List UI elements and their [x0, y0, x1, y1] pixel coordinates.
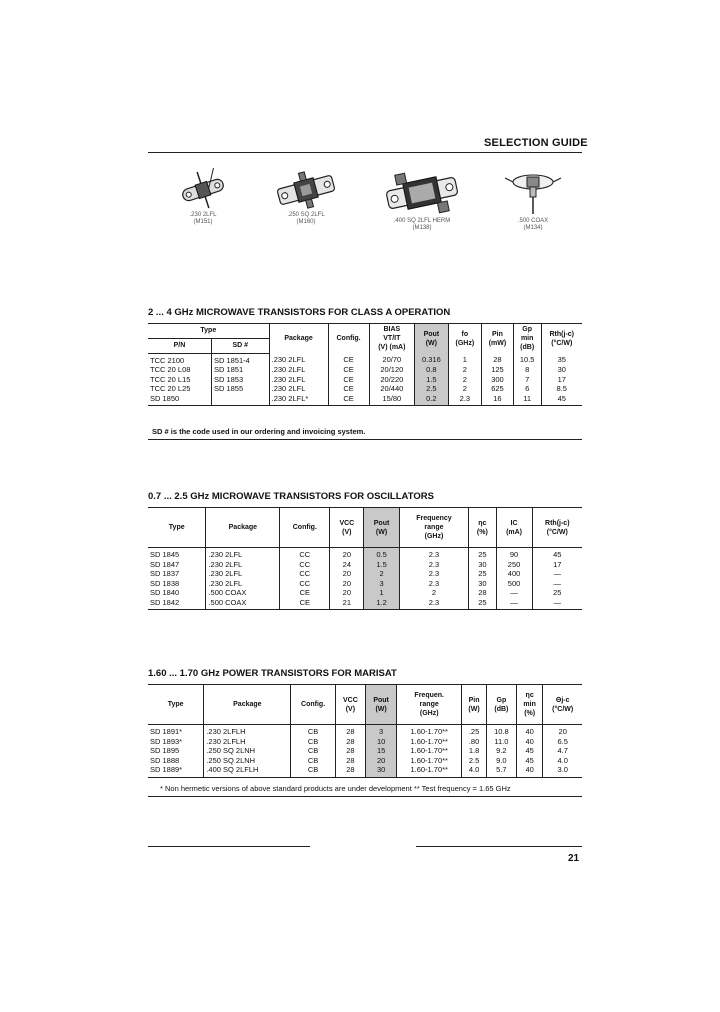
package-figure-4	[488, 168, 578, 232]
table-cell: 9.0	[486, 756, 516, 766]
table-cell: 10	[365, 737, 396, 747]
table-cell: 2.3	[399, 598, 468, 610]
table-cell: 625	[482, 384, 514, 394]
table-cell: .230 2LFL	[269, 365, 328, 375]
frequency-range: range	[424, 524, 444, 531]
col-header-pin	[462, 685, 487, 725]
table-cell: SD 1837	[150, 569, 180, 578]
table-cell: 6	[513, 384, 541, 394]
efficiency-unit: (%)	[524, 710, 536, 717]
table-cell: 25	[469, 569, 496, 579]
table-cell: 25	[469, 548, 496, 560]
col-header-frequency	[397, 685, 462, 725]
table-cell: .230 2LFL	[206, 560, 280, 570]
frequency-label: Frequency	[416, 515, 452, 522]
section-title-oscillators: 0.7 ... 2.5 GHz MICROWAVE TRANSISTORS FOR OSCILLATORS	[148, 491, 434, 502]
table-cell: 0.5	[364, 548, 399, 560]
table-row	[148, 365, 582, 375]
package-code: (M151)	[193, 219, 213, 225]
col-header-thermal	[543, 685, 582, 725]
table-cell: SD 1893*	[150, 736, 183, 746]
efficiency-label: ηc	[525, 692, 534, 699]
package-figure-1	[158, 168, 248, 226]
vcc-label: VCC	[342, 696, 358, 704]
table-row	[148, 588, 582, 598]
bias-label: BIAS	[383, 326, 401, 333]
frequency-range: range	[419, 701, 439, 708]
table-cell: 17	[532, 560, 582, 570]
page-number: 21	[568, 853, 580, 864]
bias-unit: (V) (mA)	[378, 344, 406, 351]
pin-label: Pin	[492, 330, 503, 338]
table-cell: 17	[541, 375, 582, 385]
table-cell: 45	[541, 394, 582, 406]
col-header-efficiency	[516, 685, 543, 725]
table-cell: SD 1847	[150, 559, 180, 569]
table-cell: 1.60-1.70**	[397, 737, 462, 747]
table-cell: SD 1838	[150, 578, 180, 588]
package-name: .230 2LFL	[189, 212, 217, 218]
package-figure-3	[377, 168, 467, 232]
table-row	[148, 569, 582, 579]
flange-package-icon	[168, 168, 238, 212]
table-cell: CB	[291, 746, 335, 756]
table-cell: 28	[335, 756, 365, 766]
table-cell: 40	[516, 725, 543, 737]
gp-label: Gp	[496, 696, 507, 704]
vcc-label: VCC	[339, 519, 355, 527]
rth-label: Rth(j-c)	[549, 330, 574, 338]
table-cell: CC	[280, 548, 330, 560]
table-cell: 15	[365, 746, 396, 756]
table-cell: .230 2LFL*	[269, 394, 328, 406]
table-cell: CB	[291, 737, 335, 747]
table-cell: 250	[496, 560, 532, 570]
page-header-title: SELECTION GUIDE	[484, 137, 588, 149]
col-header-ic	[496, 508, 532, 548]
ic-unit: (mA)	[506, 528, 523, 536]
table-row	[148, 353, 582, 365]
table-cell: —	[496, 588, 532, 598]
table-cell: 1	[448, 353, 481, 365]
table-cell: 45	[532, 548, 582, 560]
package-code: (M134)	[523, 225, 543, 231]
rth-unit: (°C/W)	[546, 528, 568, 536]
table-cell: .230 2LFL	[269, 353, 328, 365]
table-cell: .230 2LFL	[206, 569, 280, 579]
table-cell: 2	[399, 588, 468, 598]
table-cell: SD 1855	[211, 384, 269, 394]
col-header-pout	[364, 508, 399, 548]
table-cell: 20	[330, 548, 364, 560]
ic-label: IC	[510, 519, 518, 527]
table-cell: 3	[365, 725, 396, 737]
table-cell: SD 1889*	[148, 765, 204, 777]
vcc-unit: (V)	[342, 528, 352, 536]
table-row	[148, 598, 582, 610]
table-cell: 30	[469, 579, 496, 589]
col-header-package: Package	[269, 324, 328, 354]
gp-label: Gp	[522, 326, 533, 333]
table-cell: .25	[462, 725, 487, 737]
table-cell: 25	[469, 598, 496, 610]
col-header-type: Type	[148, 685, 204, 725]
hermetic-footnote: * Non hermetic versions of above standard products are under development ** Test frequency = 1.65 GHz	[160, 784, 511, 793]
col-header-vcc	[330, 508, 364, 548]
marisat-transistor-table	[148, 684, 582, 778]
table-cell: 1.60-1.70**	[397, 725, 462, 737]
table-row	[148, 375, 582, 385]
col-header-rth	[541, 324, 582, 354]
table-cell: 20	[330, 569, 364, 579]
table-cell: 30	[541, 365, 582, 375]
table-cell: 11.0	[486, 737, 516, 747]
table-cell: 4.0	[543, 756, 582, 766]
table-cell: —	[532, 579, 582, 589]
table-cell: 28	[335, 765, 365, 777]
table-cell: 5.7	[486, 765, 516, 777]
table-cell: CE	[328, 353, 369, 365]
efficiency-label: ηc	[478, 519, 487, 527]
section-title-class-a: 2 ... 4 GHz MICROWAVE TRANSISTORS FOR CLASS A OPERATION	[148, 307, 451, 318]
fo-unit: (GHz)	[455, 339, 475, 347]
table-cell: .230 2LFL	[269, 384, 328, 394]
col-header-package: Package	[204, 685, 291, 725]
table-row	[148, 725, 582, 737]
table-row	[148, 746, 582, 756]
table-cell: 35	[541, 353, 582, 365]
package-figure-2	[261, 168, 351, 226]
table-cell: 28	[469, 588, 496, 598]
footer-rule-right	[416, 846, 582, 847]
table-cell: 40	[516, 737, 543, 747]
table-cell: SD 1853	[211, 375, 269, 385]
table-cell: CE	[328, 384, 369, 394]
efficiency-unit: (%)	[476, 528, 488, 536]
frequency-label: Frequen.	[414, 692, 444, 699]
gp-unit: (dB)	[520, 344, 535, 351]
table-cell: 2.3	[399, 569, 468, 579]
table-cell: 2.3	[448, 394, 481, 406]
pout-unit: (W)	[425, 339, 437, 347]
table-cell: 1.60-1.70**	[397, 756, 462, 766]
coax-package-icon	[503, 168, 563, 218]
col-header-pn: P/N	[148, 338, 211, 353]
table-row	[148, 737, 582, 747]
col-header-bias	[369, 324, 414, 354]
large-flange-package-icon	[381, 168, 463, 218]
table-cell: 9.2	[486, 746, 516, 756]
table-cell: SD 1891*	[150, 727, 183, 736]
table-cell: 4.7	[543, 746, 582, 756]
table-cell: .250 SQ 2LNH	[204, 756, 291, 766]
table-cell: TCC 20 L08	[150, 365, 191, 374]
table-cell: CB	[291, 756, 335, 766]
table-cell: 500	[496, 579, 532, 589]
table-cell: 90	[496, 548, 532, 560]
square-flange-package-icon	[270, 168, 342, 212]
table-cell: CC	[280, 560, 330, 570]
frequency-unit: (GHz)	[419, 710, 439, 717]
table-cell: 8.5	[541, 384, 582, 394]
frequency-unit: (GHz)	[424, 533, 444, 540]
table-cell: SD 1840	[150, 588, 180, 597]
table-cell: 20	[543, 725, 582, 737]
table-cell: .400 SQ 2LFLH	[204, 765, 291, 777]
table-cell: 2.5	[462, 756, 487, 766]
table-cell: 0.2	[415, 394, 449, 406]
fo-label: fo	[461, 330, 469, 338]
table-row	[148, 765, 582, 777]
col-header-gp	[486, 685, 516, 725]
table-cell: 1	[364, 588, 399, 598]
table-cell: 28	[335, 737, 365, 747]
table-cell: SD 1895	[150, 746, 180, 755]
package-code: (M160)	[296, 219, 316, 225]
table-cell: 25	[532, 588, 582, 598]
table-cell: 125	[482, 365, 514, 375]
col-header-vcc	[335, 685, 365, 725]
gp-unit: (dB)	[494, 705, 509, 713]
table-cell: 2	[448, 365, 481, 375]
table-cell: —	[496, 598, 532, 610]
table-cell: 1.60-1.70**	[397, 746, 462, 756]
table-cell: 28	[482, 353, 514, 365]
thermal-unit: (°C/W)	[552, 705, 574, 713]
table-cell: 20/440	[369, 384, 414, 394]
table-cell: 300	[482, 375, 514, 385]
table-cell: 1.2	[364, 598, 399, 610]
pout-unit: (W)	[375, 705, 387, 713]
table-cell: CE	[280, 598, 330, 610]
package-name: .500 COAX	[517, 218, 549, 224]
table-cell: SD 1851	[211, 365, 269, 375]
table-cell: 1.8	[462, 746, 487, 756]
col-header-type: Type	[148, 508, 206, 548]
col-header-config: Config.	[328, 324, 369, 354]
table-cell: CE	[328, 375, 369, 385]
table-row	[148, 560, 582, 570]
class-a-transistor-table	[148, 323, 582, 406]
table-cell: 20/70	[369, 353, 414, 365]
table-cell: CC	[280, 569, 330, 579]
table-cell: —	[532, 569, 582, 579]
table-cell: TCC 2100	[150, 355, 185, 365]
table-cell: 1.60-1.70**	[397, 765, 462, 777]
table1-bottom-rule	[148, 439, 582, 440]
table-cell: .230 2LFL	[269, 375, 328, 385]
table-row	[148, 394, 582, 406]
table-cell: CB	[291, 765, 335, 777]
table-cell: 1.5	[415, 375, 449, 385]
col-header-config: Config.	[291, 685, 335, 725]
table-cell: 16	[482, 394, 514, 406]
table-cell: CC	[280, 579, 330, 589]
table-cell: 10.5	[513, 353, 541, 365]
table-cell: 2.3	[399, 579, 468, 589]
col-header-pout	[415, 324, 449, 354]
table-cell: 45	[516, 756, 543, 766]
col-header-efficiency	[469, 508, 496, 548]
table-cell: 3	[364, 579, 399, 589]
col-header-fo	[448, 324, 481, 354]
table-cell: SD 1888	[150, 755, 180, 765]
table-cell: .250 SQ 2LNH	[204, 746, 291, 756]
col-header-frequency	[399, 508, 468, 548]
table3-bottom-rule	[148, 796, 582, 797]
table-cell: 15/80	[369, 394, 414, 406]
table-cell: SD 1845	[150, 550, 180, 559]
table-row	[148, 579, 582, 589]
table-cell: .500 COAX	[206, 588, 280, 598]
table-cell: .230 2LFL	[206, 579, 280, 589]
table-cell: .80	[462, 737, 487, 747]
table-row	[148, 756, 582, 766]
pout-label: Pout	[373, 519, 390, 527]
pout-label: Pout	[423, 330, 440, 338]
vcc-unit: (V)	[345, 705, 356, 713]
section-title-marisat: 1.60 ... 1.70 GHz POWER TRANSISTORS FOR MARISAT	[148, 668, 397, 679]
table-cell: 6.5	[543, 737, 582, 747]
table-cell: SD 1850	[148, 394, 211, 406]
efficiency-min: min	[523, 701, 536, 708]
table-cell: SD 1851-4	[211, 353, 269, 365]
table-cell: 21	[330, 598, 364, 610]
thermal-label: Θj-c	[555, 696, 570, 704]
table-cell: 2	[448, 384, 481, 394]
table-cell: 20/120	[369, 365, 414, 375]
table-cell: 20	[330, 579, 364, 589]
table-cell: .500 COAX	[206, 598, 280, 610]
table-cell: 2.5	[415, 384, 449, 394]
table-cell: 28	[335, 725, 365, 737]
table-cell: 2	[364, 569, 399, 579]
col-header-pin	[482, 324, 514, 354]
table-cell: 0.8	[415, 365, 449, 375]
table-cell: 3.0	[543, 765, 582, 777]
rth-unit: (°C/W)	[551, 339, 573, 347]
table-cell: 1.5	[364, 560, 399, 570]
table-cell: 10.8	[486, 725, 516, 737]
table-cell: 2.3	[399, 548, 468, 560]
col-header-sd: SD #	[211, 338, 269, 353]
table-cell: 45	[516, 746, 543, 756]
bias-symbol: VT/IT	[383, 335, 401, 342]
table-cell: 2	[448, 375, 481, 385]
table-cell: 7	[513, 375, 541, 385]
table-cell: 28	[335, 746, 365, 756]
table-cell: 30	[365, 765, 396, 777]
table-row	[148, 548, 582, 560]
col-header-gp	[513, 324, 541, 354]
package-name: .250 SQ 2LFL	[287, 212, 325, 218]
table-cell: CE	[328, 394, 369, 406]
table-cell: —	[532, 598, 582, 610]
table-cell: CE	[280, 588, 330, 598]
table-cell: 4.0	[462, 765, 487, 777]
table-cell: 8	[513, 365, 541, 375]
header-rule	[148, 152, 582, 153]
pout-label: Pout	[373, 696, 389, 704]
package-name: .400 SQ 2LFL HERM	[393, 218, 451, 224]
table-cell: 20	[330, 588, 364, 598]
table-cell: 24	[330, 560, 364, 570]
table-cell: 11	[513, 394, 541, 406]
pin-unit: (W)	[468, 705, 480, 713]
table-cell: SD 1842	[148, 598, 206, 610]
pin-unit: (mW)	[488, 339, 507, 347]
col-header-config: Config.	[280, 508, 330, 548]
package-code: (M138)	[412, 225, 432, 231]
sd-code-note: SD # is the code used in our ordering and invoicing system.	[152, 427, 366, 436]
table-cell: 20	[365, 756, 396, 766]
rth-label: Rth(j-c)	[545, 519, 570, 527]
col-header-rth	[532, 508, 582, 548]
table-cell: TCC 20 L15	[150, 374, 191, 384]
pin-label: Pin	[468, 696, 480, 704]
table-cell: 400	[496, 569, 532, 579]
table-cell: 0.316	[415, 353, 449, 365]
table-cell: .230 2LFLH	[204, 725, 291, 737]
table-row	[148, 384, 582, 394]
footer-rule-left	[148, 846, 310, 847]
col-header-package: Package	[206, 508, 280, 548]
oscillator-transistor-table	[148, 507, 582, 610]
table-cell: 20/220	[369, 375, 414, 385]
col-header-pout	[365, 685, 396, 725]
table-cell: TCC 20 L25	[150, 384, 191, 393]
table-cell	[211, 394, 269, 406]
col-header-type: Type	[148, 324, 269, 339]
table-cell: .230 2LFL	[206, 548, 280, 560]
table-cell: CE	[328, 365, 369, 375]
table-cell: .230 2LFLH	[204, 737, 291, 747]
table-cell: 30	[469, 560, 496, 570]
table-cell: 40	[516, 765, 543, 777]
pout-unit: (W)	[375, 528, 388, 536]
gp-min: min	[520, 335, 534, 342]
table-cell: 2.3	[399, 560, 468, 570]
table-cell: CB	[291, 725, 335, 737]
